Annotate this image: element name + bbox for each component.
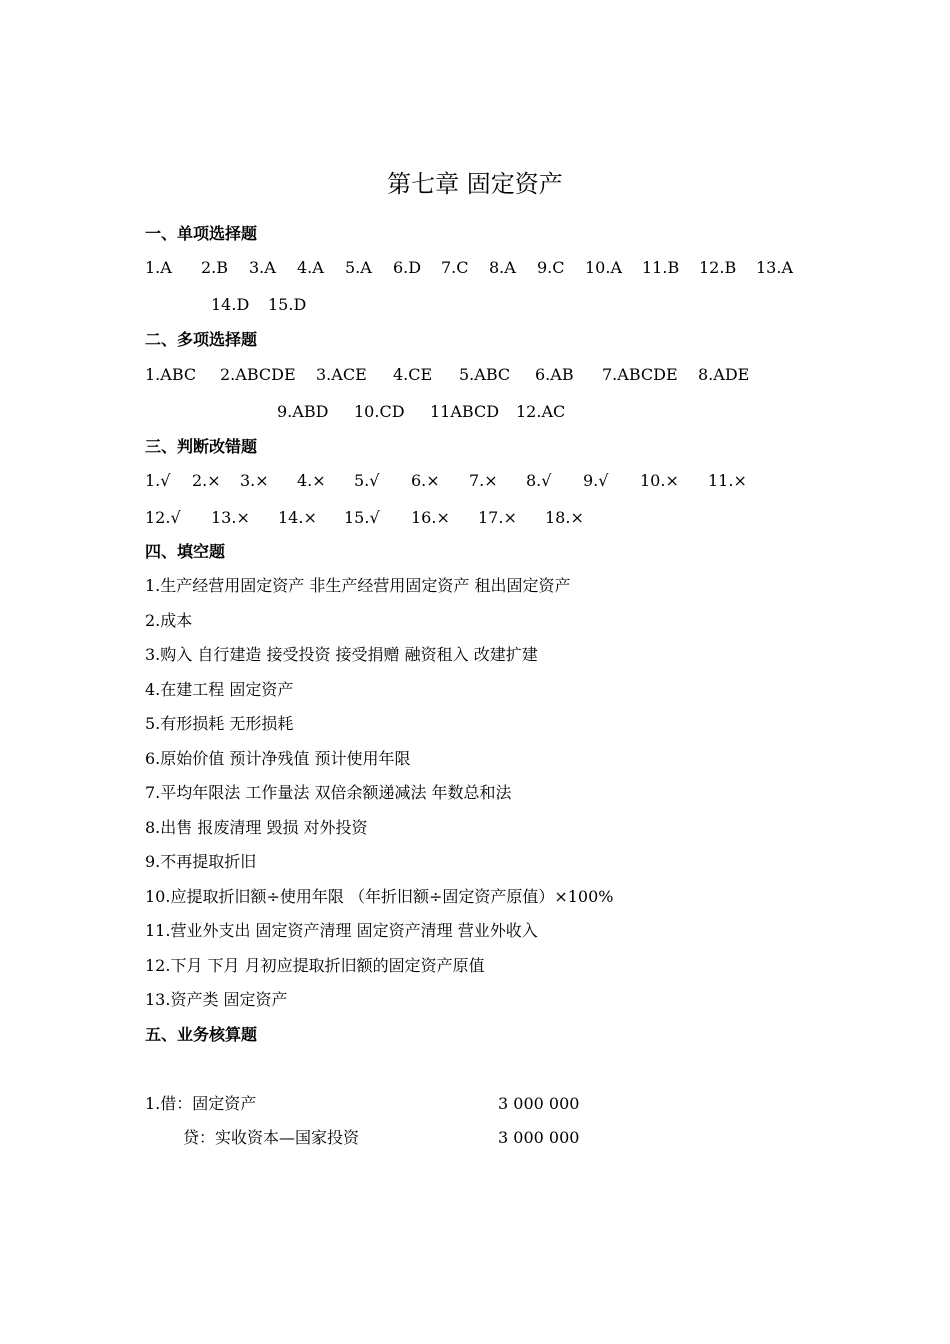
section-heading-multiple-choice: 二、多项选择题: [145, 330, 258, 349]
answer-item: 5.ABC: [459, 365, 511, 384]
answer-item: 14.D: [211, 295, 250, 314]
answer-item: 4.A: [297, 258, 324, 277]
answer-item: 5.√: [354, 471, 380, 490]
answer-item: 7.C: [441, 258, 469, 277]
answer-item: 10.CD: [354, 402, 405, 421]
answer-item: 4.CE: [393, 365, 433, 384]
answer-item: 3.×: [240, 471, 269, 490]
answer-item: 13.×: [211, 508, 250, 527]
journal-credit-label: 贷：实收资本—国家投资: [183, 1128, 360, 1147]
journal-debit-amount: 3 000 000: [498, 1094, 580, 1113]
fill-in-answer-line: 2.成本: [145, 611, 193, 630]
answer-item: 8.A: [489, 258, 516, 277]
answer-item: 10.×: [640, 471, 679, 490]
answer-item: 1.A: [145, 258, 172, 277]
section-heading-accounting: 五、业务核算题: [145, 1025, 258, 1044]
fill-in-answer-line: 3.购入 自行建造 接受投资 接受捐赠 融资租入 改建扩建: [145, 645, 538, 664]
fill-in-answer-line: 8.出售 报废清理 毁损 对外投资: [145, 818, 368, 837]
answer-item: 10.A: [585, 258, 622, 277]
page-title: 第七章 固定资产: [387, 170, 563, 198]
answer-item: 2.B: [201, 258, 229, 277]
fill-in-answer-line: 1.生产经营用固定资产 非生产经营用固定资产 租出固定资产: [145, 576, 571, 595]
answer-item: 8.ADE: [698, 365, 750, 384]
section-heading-fill-in-blank: 四、填空题: [145, 542, 226, 561]
answer-item: 7.×: [469, 471, 498, 490]
fill-in-answer-line: 7.平均年限法 工作量法 双倍余额递减法 年数总和法: [145, 783, 512, 802]
answer-item: 17.×: [478, 508, 517, 527]
answer-item: 1.ABC: [145, 365, 197, 384]
fill-in-answer-line: 6.原始价值 预计净残值 预计使用年限: [145, 749, 411, 768]
fill-in-answer-line: 13.资产类 固定资产: [145, 990, 288, 1009]
answer-item: 2.×: [192, 471, 221, 490]
answer-item: 4.×: [297, 471, 326, 490]
answer-item: 9.C: [537, 258, 565, 277]
answer-item: 3.A: [249, 258, 276, 277]
answer-item: 18.×: [545, 508, 584, 527]
answer-item: 9.ABD: [277, 402, 329, 421]
answer-item: 14.×: [278, 508, 317, 527]
section-heading-true-false: 三、判断改错题: [145, 437, 258, 456]
fill-in-answer-line: 12.下月 下月 月初应提取折旧额的固定资产原值: [145, 956, 485, 975]
fill-in-answer-line: 9.不再提取折旧: [145, 852, 257, 871]
fill-in-answer-line: 5.有形损耗 无形损耗: [145, 714, 294, 733]
answer-item: 12.AC: [516, 402, 566, 421]
section-heading-single-choice: 一、单项选择题: [145, 224, 258, 243]
fill-in-answer-line: 10.应提取折旧额÷使用年限 （年折旧额÷固定资产原值）×100%: [145, 887, 614, 906]
answer-item: 1.√: [145, 471, 171, 490]
answer-item: 11ABCD: [430, 402, 500, 421]
answer-item: 6.×: [411, 471, 440, 490]
answer-item: 6.AB: [535, 365, 574, 384]
journal-credit-amount: 3 000 000: [498, 1128, 580, 1147]
answer-item: 11.×: [708, 471, 747, 490]
answer-item: 12.√: [145, 508, 181, 527]
answer-item: 9.√: [583, 471, 609, 490]
answer-item: 7.ABCDE: [602, 365, 678, 384]
answer-item: 12.B: [699, 258, 737, 277]
answer-item: 13.A: [756, 258, 793, 277]
answer-item: 8.√: [526, 471, 552, 490]
answer-item: 6.D: [393, 258, 422, 277]
answer-item: 2.ABCDE: [220, 365, 296, 384]
fill-in-answer-line: 11.营业外支出 固定资产清理 固定资产清理 营业外收入: [145, 921, 538, 940]
fill-in-answer-line: 4.在建工程 固定资产: [145, 680, 294, 699]
answer-item: 3.ACE: [316, 365, 367, 384]
answer-item: 16.×: [411, 508, 450, 527]
answer-item: 5.A: [345, 258, 372, 277]
journal-debit-label: 1.借：固定资产: [145, 1094, 257, 1113]
answer-item: 15.D: [268, 295, 307, 314]
answer-item: 15.√: [344, 508, 380, 527]
answer-item: 11.B: [642, 258, 680, 277]
